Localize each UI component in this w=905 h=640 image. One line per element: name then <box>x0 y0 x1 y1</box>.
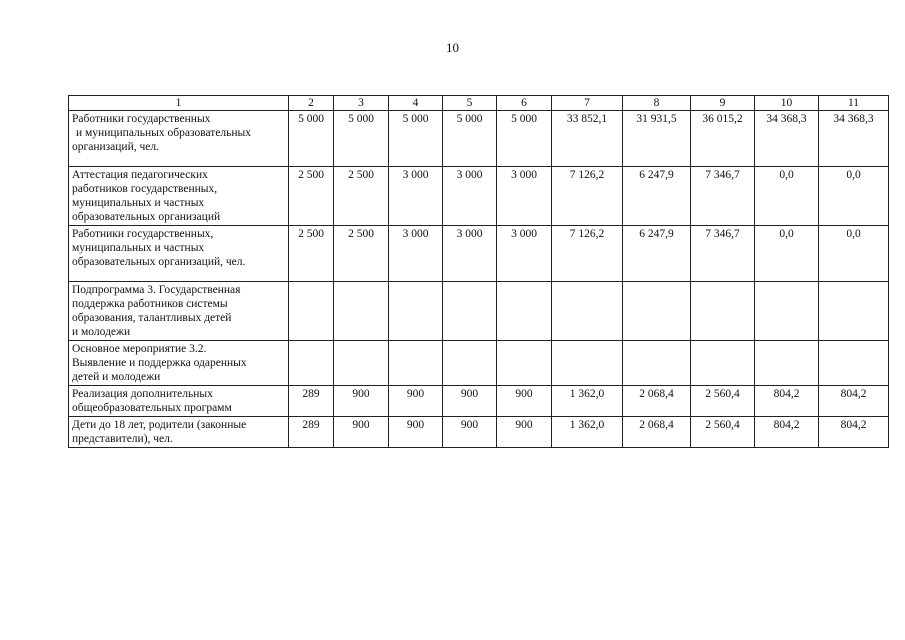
cell-value <box>691 282 755 341</box>
cell-value: 900 <box>334 386 389 417</box>
cell-value: 2 560,4 <box>691 417 755 448</box>
cell-value <box>691 341 755 386</box>
row-label <box>69 167 289 226</box>
row-label-line: Выявление и поддержка одаренных <box>72 357 247 369</box>
cell-value <box>819 341 889 386</box>
cell-value: 3 000 <box>497 226 552 282</box>
cell-value: 900 <box>497 417 552 448</box>
cell-value: 5 000 <box>443 111 497 167</box>
table-row <box>69 341 889 386</box>
column-header: 10 <box>755 96 819 111</box>
table-row <box>69 167 889 226</box>
row-label-line: муниципальных и частных <box>72 242 205 254</box>
cell-value: 1 362,0 <box>552 417 623 448</box>
row-label-line: образования, талантливых детей <box>72 312 232 324</box>
cell-value: 804,2 <box>819 417 889 448</box>
page-number: 10 <box>446 40 459 55</box>
cell-value: 0,0 <box>819 167 889 226</box>
column-header: 8 <box>623 96 691 111</box>
cell-value: 2 500 <box>334 226 389 282</box>
cell-value <box>623 282 691 341</box>
cell-value <box>755 341 819 386</box>
cell-value: 31 931,5 <box>623 111 691 167</box>
row-label-line: Реализация дополнительных <box>72 388 213 400</box>
row-label-line: Аттестация педагогических <box>72 169 208 181</box>
column-header: 9 <box>691 96 755 111</box>
cell-value <box>755 282 819 341</box>
cell-value: 900 <box>334 417 389 448</box>
cell-value: 3 000 <box>443 226 497 282</box>
row-label-line: Работники государственных <box>72 113 211 125</box>
row-label <box>69 282 289 341</box>
cell-value: 5 000 <box>497 111 552 167</box>
cell-value: 900 <box>443 417 497 448</box>
cell-value: 2 560,4 <box>691 386 755 417</box>
table-row <box>69 386 889 417</box>
row-label <box>69 417 289 448</box>
cell-value: 804,2 <box>819 386 889 417</box>
cell-value: 33 852,1 <box>552 111 623 167</box>
cell-value: 289 <box>289 417 334 448</box>
cell-value: 6 247,9 <box>623 226 691 282</box>
cell-value: 900 <box>389 386 443 417</box>
row-label-line: образовательных организаций, чел. <box>72 256 246 268</box>
column-header: 4 <box>389 96 443 111</box>
cell-value <box>552 341 623 386</box>
cell-value <box>443 341 497 386</box>
column-header: 1 <box>69 96 289 111</box>
row-label-line: Дети до 18 лет, родители (законные <box>72 419 247 431</box>
cell-value: 7 126,2 <box>552 167 623 226</box>
cell-value <box>819 282 889 341</box>
cell-value: 7 346,7 <box>691 226 755 282</box>
column-header: 3 <box>334 96 389 111</box>
row-label-line: детей и молодежи <box>72 371 161 383</box>
column-header: 7 <box>552 96 623 111</box>
table-row <box>69 226 889 282</box>
header-row <box>69 96 889 111</box>
cell-value: 2 500 <box>289 226 334 282</box>
table-row <box>69 417 889 448</box>
row-label-line: поддержка работников системы <box>72 298 228 310</box>
cell-value: 36 015,2 <box>691 111 755 167</box>
row-label-line: общеобразовательных программ <box>72 402 232 414</box>
column-header: 11 <box>819 96 889 111</box>
cell-value <box>389 282 443 341</box>
row-label-line: организаций, чел. <box>72 141 159 153</box>
row-label-line: муниципальных и частных <box>72 197 205 209</box>
cell-value <box>497 341 552 386</box>
row-label-line: работников государственных, <box>72 183 218 195</box>
cell-value: 34 368,3 <box>819 111 889 167</box>
data-table <box>68 95 889 448</box>
cell-value <box>289 282 334 341</box>
cell-value: 900 <box>497 386 552 417</box>
cell-value: 5 000 <box>389 111 443 167</box>
row-label-line: образовательных организаций <box>72 211 221 223</box>
cell-value <box>497 282 552 341</box>
cell-value: 289 <box>289 386 334 417</box>
row-label-line: и муниципальных образовательных <box>76 127 252 139</box>
cell-value: 900 <box>389 417 443 448</box>
cell-value: 2 500 <box>334 167 389 226</box>
cell-value: 7 126,2 <box>552 226 623 282</box>
cell-value: 1 362,0 <box>552 386 623 417</box>
cell-value <box>443 282 497 341</box>
cell-value: 6 247,9 <box>623 167 691 226</box>
cell-value: 5 000 <box>334 111 389 167</box>
cell-value: 900 <box>443 386 497 417</box>
cell-value: 7 346,7 <box>691 167 755 226</box>
cell-value <box>289 341 334 386</box>
cell-value: 5 000 <box>289 111 334 167</box>
row-label <box>69 226 289 282</box>
row-label-line: представители), чел. <box>72 433 173 445</box>
column-header: 2 <box>289 96 334 111</box>
cell-value: 3 000 <box>389 226 443 282</box>
table-row <box>69 282 889 341</box>
row-label <box>69 111 289 167</box>
row-label <box>69 341 289 386</box>
cell-value <box>389 341 443 386</box>
cell-value: 2 500 <box>289 167 334 226</box>
cell-value <box>334 341 389 386</box>
cell-value <box>334 282 389 341</box>
cell-value: 34 368,3 <box>755 111 819 167</box>
cell-value: 0,0 <box>755 226 819 282</box>
row-label-line: и молодежи <box>72 326 131 338</box>
column-header: 6 <box>497 96 552 111</box>
cell-value: 2 068,4 <box>623 386 691 417</box>
row-label-line: Основное мероприятие 3.2. <box>72 343 207 355</box>
cell-value: 2 068,4 <box>623 417 691 448</box>
cell-value: 3 000 <box>443 167 497 226</box>
cell-value: 804,2 <box>755 417 819 448</box>
row-label-line: Работники государственных, <box>72 228 214 240</box>
cell-value: 3 000 <box>497 167 552 226</box>
cell-value: 3 000 <box>389 167 443 226</box>
row-label <box>69 386 289 417</box>
cell-value <box>552 282 623 341</box>
cell-value: 804,2 <box>755 386 819 417</box>
table-row <box>69 111 889 167</box>
column-header: 5 <box>443 96 497 111</box>
row-label-line: Подпрограмма 3. Государственная <box>72 284 241 296</box>
cell-value: 0,0 <box>755 167 819 226</box>
cell-value <box>623 341 691 386</box>
cell-value: 0,0 <box>819 226 889 282</box>
